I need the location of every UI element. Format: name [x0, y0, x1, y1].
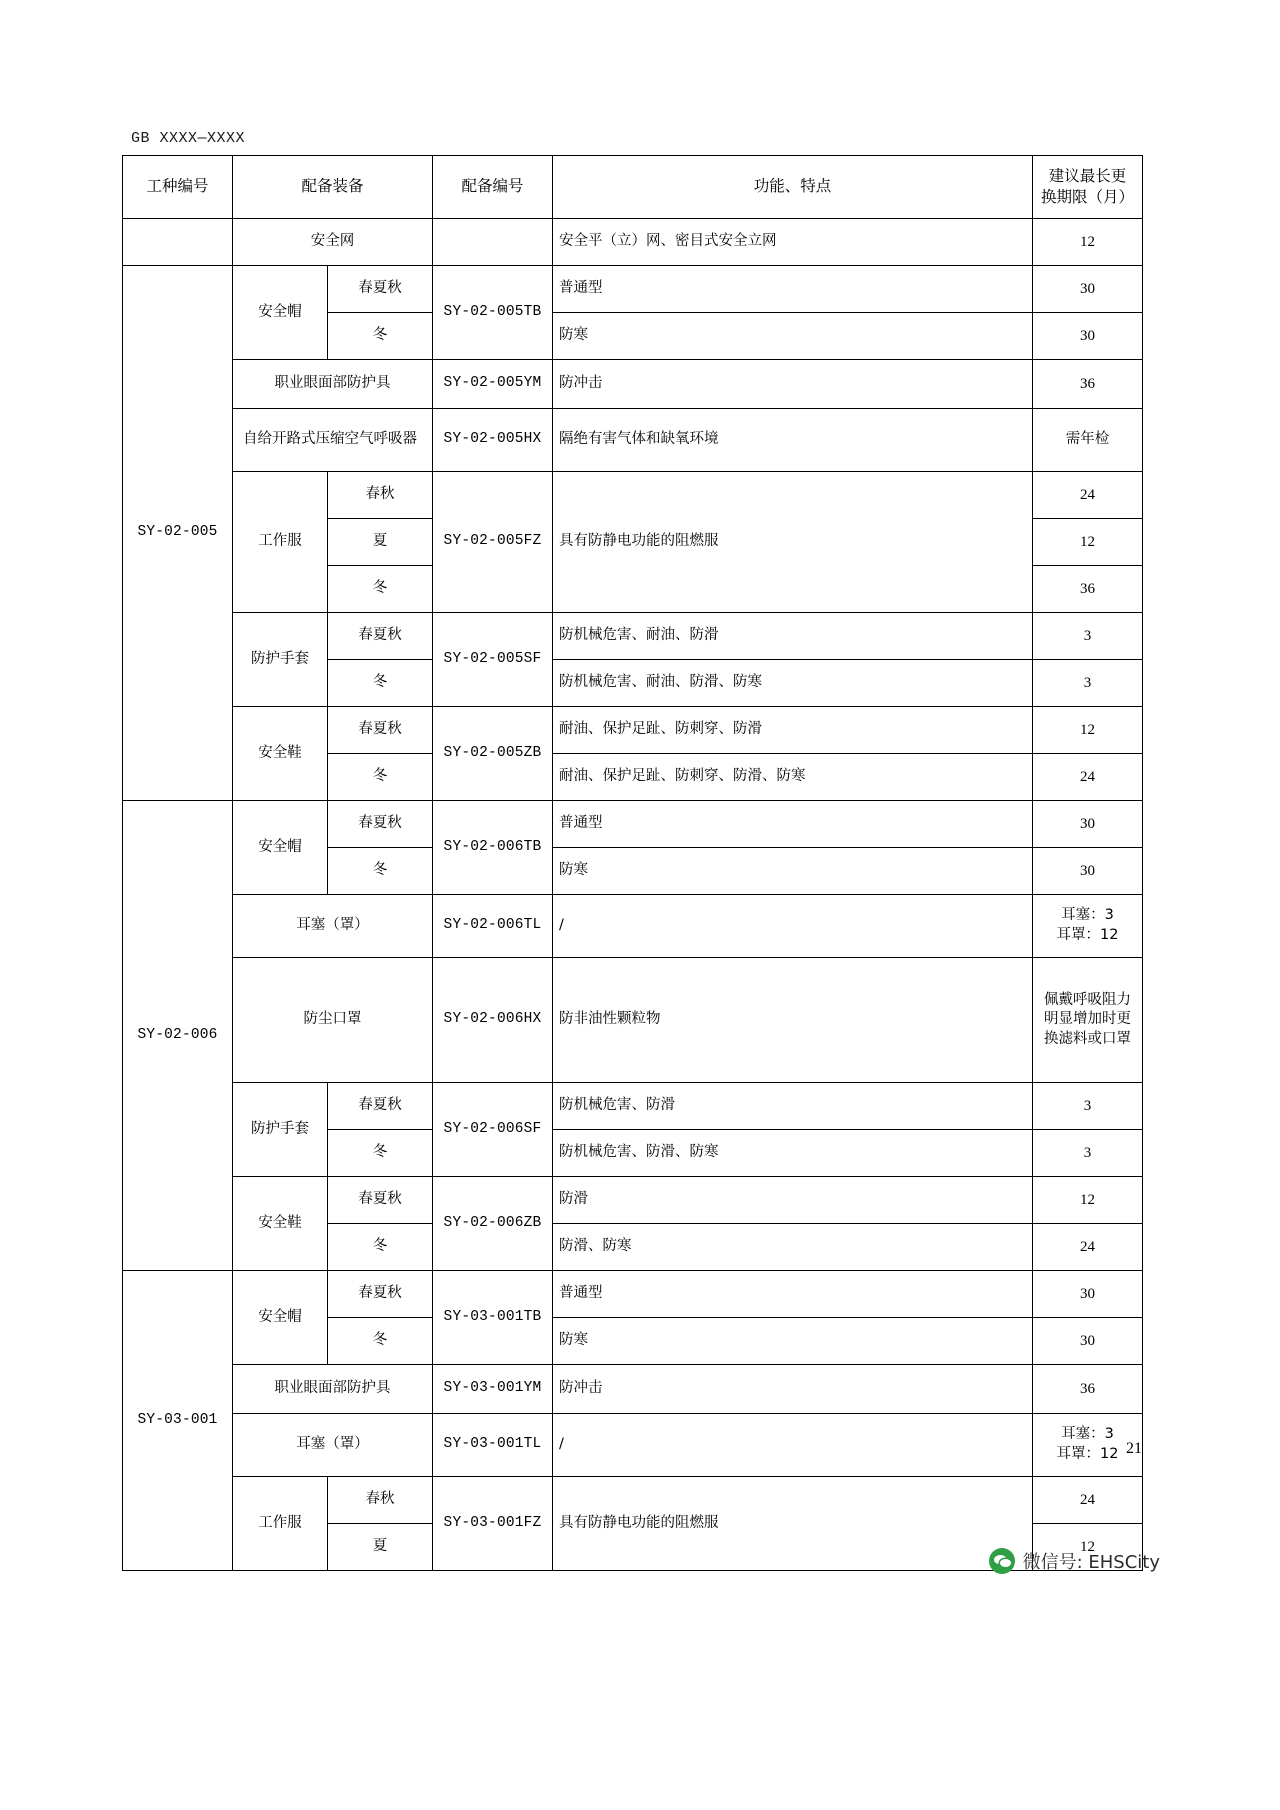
cell-equipment: 安全网 [233, 218, 433, 265]
cell-feature: 普通型 [553, 1270, 1033, 1317]
cell-equipment: 安全鞋 [233, 706, 328, 800]
table-row [123, 359, 1143, 408]
cell-equipment-code: SY-02-005ZB [433, 706, 553, 800]
cell-feature: 防冲击 [553, 1364, 1033, 1413]
cell-period: 24 [1033, 1223, 1143, 1270]
cell-feature: 防寒 [553, 847, 1033, 894]
cell-equipment: 耳塞（罩） [233, 894, 433, 957]
table-row [123, 706, 1143, 753]
cell-feature: 耐油、保护足趾、防刺穿、防滑、防寒 [553, 753, 1033, 800]
cell-season: 春夏秋 [328, 1176, 433, 1223]
table-row [123, 1364, 1143, 1413]
table-row [123, 218, 1143, 265]
cell-equipment-code [433, 218, 553, 265]
table-row [123, 800, 1143, 847]
cell-season: 春夏秋 [328, 1082, 433, 1129]
table-row [123, 471, 1143, 518]
cell-period: 24 [1033, 1476, 1143, 1523]
cell-season: 夏 [328, 1523, 433, 1570]
cell-feature: 防滑 [553, 1176, 1033, 1223]
cell-equipment-code: SY-02-006SF [433, 1082, 553, 1176]
cell-period: 12 [1033, 218, 1143, 265]
cell-feature: 普通型 [553, 800, 1033, 847]
cell-feature: 防冲击 [553, 359, 1033, 408]
col-header-job-code: 工种编号 [123, 156, 233, 219]
cell-equipment: 职业眼面部防护具 [233, 1364, 433, 1413]
cell-feature: / [553, 894, 1033, 957]
cell-equipment-code: SY-03-001TB [433, 1270, 553, 1364]
table-row [123, 612, 1143, 659]
cell-period: 36 [1033, 359, 1143, 408]
cell-feature: 防寒 [553, 1317, 1033, 1364]
cell-equipment: 职业眼面部防护具 [233, 359, 433, 408]
cell-period: 24 [1033, 753, 1143, 800]
cell-season: 冬 [328, 565, 433, 612]
cell-job-code-empty [123, 218, 233, 265]
table-row [123, 1270, 1143, 1317]
cell-season: 冬 [328, 847, 433, 894]
table-header-row [123, 156, 1143, 219]
cell-period: 12 [1033, 706, 1143, 753]
cell-season: 春夏秋 [328, 612, 433, 659]
wechat-icon [989, 1548, 1015, 1574]
table-row [123, 957, 1143, 1082]
col-header-equipment: 配备装备 [233, 156, 433, 219]
cell-equipment: 防护手套 [233, 1082, 328, 1176]
cell-period: 36 [1033, 1364, 1143, 1413]
cell-feature: 防机械危害、耐油、防滑 [553, 612, 1033, 659]
cell-feature: 隔绝有害气体和缺氧环境 [553, 408, 1033, 471]
cell-equipment: 自给开路式压缩空气呼吸器 [233, 408, 433, 471]
cell-period: 需年检 [1033, 408, 1143, 471]
cell-season: 春秋 [328, 1476, 433, 1523]
cell-period: 3 [1033, 1129, 1143, 1176]
cell-equipment-code: SY-02-005YM [433, 359, 553, 408]
cell-period-line1: 耳塞：3 [1061, 907, 1114, 924]
cell-equipment: 耳塞（罩） [233, 1413, 433, 1476]
cell-feature: 安全平（立）网、密目式安全立网 [553, 218, 1033, 265]
cell-equipment-code: SY-03-001TL [433, 1413, 553, 1476]
cell-period-line2: 耳罩：12 [1056, 1445, 1119, 1462]
cell-season: 冬 [328, 753, 433, 800]
cell-period-line2: 耳罩：12 [1056, 926, 1119, 943]
wechat-watermark [989, 1548, 1160, 1574]
cell-equipment-code: SY-02-005FZ [433, 471, 553, 612]
cell-feature: 耐油、保护足趾、防刺穿、防滑 [553, 706, 1033, 753]
cell-period: 30 [1033, 800, 1143, 847]
cell-period: 36 [1033, 565, 1143, 612]
cell-equipment-code: SY-03-001FZ [433, 1476, 553, 1570]
cell-feature: 具有防静电功能的阻燃服 [553, 471, 1033, 612]
cell-season: 春夏秋 [328, 265, 433, 312]
cell-period: 24 [1033, 471, 1143, 518]
table-row [123, 408, 1143, 471]
cell-equipment: 防护手套 [233, 612, 328, 706]
cell-feature: 防机械危害、耐油、防滑、防寒 [553, 659, 1033, 706]
cell-equipment: 安全鞋 [233, 1176, 328, 1270]
cell-equipment: 安全帽 [233, 265, 328, 359]
cell-feature: / [553, 1413, 1033, 1476]
cell-equipment: 安全帽 [233, 800, 328, 894]
cell-period: 佩戴呼吸阻力明显增加时更换滤料或口罩 [1033, 957, 1143, 1082]
cell-season: 春夏秋 [328, 800, 433, 847]
cell-period: 12 [1033, 1176, 1143, 1223]
cell-job-code: SY-02-006 [123, 800, 233, 1270]
cell-equipment: 防尘口罩 [233, 957, 433, 1082]
cell-period: 30 [1033, 1317, 1143, 1364]
cell-season: 冬 [328, 1317, 433, 1364]
table-row [123, 1176, 1143, 1223]
cell-period [1033, 894, 1143, 957]
cell-equipment-code: SY-02-006TB [433, 800, 553, 894]
cell-period: 12 [1033, 1523, 1143, 1570]
standard-code-header: GB XXXX—XXXX [131, 130, 246, 147]
table-row [123, 1476, 1143, 1523]
cell-season: 冬 [328, 659, 433, 706]
cell-season: 冬 [328, 1223, 433, 1270]
cell-period: 12 [1033, 518, 1143, 565]
cell-equipment-code: SY-02-006TL [433, 894, 553, 957]
ppe-allocation-table [122, 155, 1143, 1571]
col-header-period-line2: 换期限（月） [1041, 187, 1135, 206]
cell-season: 冬 [328, 312, 433, 359]
cell-feature: 防滑、防寒 [553, 1223, 1033, 1270]
table-row [123, 894, 1143, 957]
cell-equipment: 工作服 [233, 1476, 328, 1570]
cell-equipment-code: SY-02-006HX [433, 957, 553, 1082]
cell-equipment: 工作服 [233, 471, 328, 612]
cell-season: 春夏秋 [328, 706, 433, 753]
cell-season: 冬 [328, 1129, 433, 1176]
cell-period: 30 [1033, 1270, 1143, 1317]
cell-period: 3 [1033, 612, 1143, 659]
col-header-equipment-code: 配备编号 [433, 156, 553, 219]
cell-equipment-code: SY-02-005SF [433, 612, 553, 706]
cell-period: 3 [1033, 1082, 1143, 1129]
cell-feature: 防机械危害、防滑、防寒 [553, 1129, 1033, 1176]
cell-season: 春夏秋 [328, 1270, 433, 1317]
cell-feature: 防非油性颗粒物 [553, 957, 1033, 1082]
cell-job-code: SY-03-001 [123, 1270, 233, 1570]
col-header-features: 功能、特点 [553, 156, 1033, 219]
cell-feature: 普通型 [553, 265, 1033, 312]
col-header-replacement-period [1033, 156, 1143, 219]
cell-season: 春秋 [328, 471, 433, 518]
cell-period: 30 [1033, 312, 1143, 359]
cell-period: 30 [1033, 847, 1143, 894]
cell-period: 3 [1033, 659, 1143, 706]
cell-period: 30 [1033, 265, 1143, 312]
cell-equipment-code: SY-02-005HX [433, 408, 553, 471]
table-row [123, 265, 1143, 312]
wechat-watermark-text: 微信号: EHSCity [1022, 1552, 1160, 1573]
cell-season: 夏 [328, 518, 433, 565]
table-row [123, 1082, 1143, 1129]
page-number: 21 [1126, 1440, 1142, 1457]
cell-feature: 防寒 [553, 312, 1033, 359]
cell-equipment: 安全帽 [233, 1270, 328, 1364]
cell-equipment-code: SY-03-001YM [433, 1364, 553, 1413]
cell-job-code: SY-02-005 [123, 265, 233, 800]
cell-period-line1: 耳塞：3 [1061, 1426, 1114, 1443]
cell-feature: 防机械危害、防滑 [553, 1082, 1033, 1129]
table-row [123, 1413, 1143, 1476]
cell-equipment-code: SY-02-005TB [433, 265, 553, 359]
cell-feature: 具有防静电功能的阻燃服 [553, 1476, 1033, 1570]
cell-equipment-code: SY-02-006ZB [433, 1176, 553, 1270]
col-header-period-line1: 建议最长更 [1048, 167, 1127, 185]
